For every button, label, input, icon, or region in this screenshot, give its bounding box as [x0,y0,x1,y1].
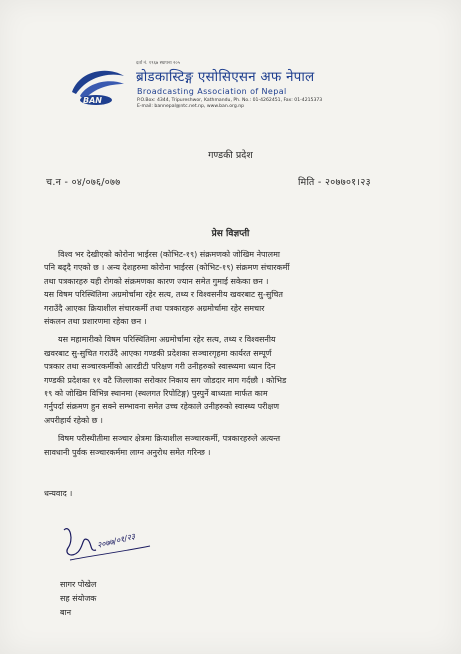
body-line: खवरबाट सु-सुचित गराउँदै आएका गण्डकी प्रदेशका सञ्चारगृहमा कार्यरत सम्पूर्ण [44,348,272,358]
organization-name-english: Broadcasting Association of Nepal [137,87,287,96]
body-line: गराउँदै आएका क्रियाशील संचारकर्मी तथा पत्रकारहरु अग्रमोर्चामा रहेर समचार [44,303,265,313]
body-line: यस विषम परिस्थितिमा अग्रमोर्चामा रहेर सत्य, तथ्य र विश्वसनीय खवरबाट सु-सुचित [44,290,283,300]
body-line: विषम परीस्थीतीमा सञ्चार क्षेत्रमा क्रियाशील सञ्चारकर्मी, पत्रकारहरुले अत्यन्त [58,434,281,444]
svg-text:२०७७/०१/२३: २०७७/०१/२३ [96,531,137,550]
contact-email-line: E-mail: bannepal@ntc.net.np, www.ban.org.np [137,103,245,109]
signatory-name: सागर पोखेल [60,580,97,589]
body-line: पनि बढ्दै गएको छ । अन्य देशहरुमा कोरोना भाईरस (कोभिट-१९) संक्रमण संचारकर्मी [44,263,290,273]
paragraph-3 [44,432,432,459]
document-body [44,248,432,464]
body-line: विश्व भर देखीएको कोरोना भाईरस (कोभिट-१९) संक्रमणको जोखिम नेपालमा [58,250,280,259]
body-line: यस महामारीको विषम परिस्थितिमा अग्रमोर्चामा रहेर सत्य, तथ्य र विश्वसनीय [58,335,276,345]
ban-logo-icon [66,62,128,108]
paragraph-1 [44,248,432,328]
registration-number: दर्ता नं. १९६७ स्थापना २०५ [136,61,181,66]
signatory-organization: बान [60,608,72,617]
contact-details [137,98,322,110]
organization-name-nepali: ब्रोडकास्टिङ्ग एसोसिएसन अफ नेपाल [136,69,315,85]
handwritten-signature [60,522,170,572]
body-line: १९ को जोखिम विभिन्न स्थानमा (स्थलगत रिपोटिङ्ग) पुस्पुर्ने बाध्यता मार्फत काम [44,389,268,399]
document-date: मिति - २०७७०१।२३ [298,177,371,188]
document-title: प्रेस विज्ञप्ती [211,229,250,239]
body-line: पत्रकार तथा सञ्चारकर्मीको आरडीटी परिक्षण गरी उनीहरुको स्वास्थ्यमा ध्यान दिन [44,362,276,372]
body-line: गर्नुपर्दा संक्रमण हुन सक्ने सम्भावना समेत उच्च रहेकाले उनीहरुको स्वास्थ्य परीक्षण [44,402,279,412]
reference-number: च.न - ०४/०७६/०७७ [46,177,121,188]
paragraph-2 [44,333,432,427]
body-line: गण्डकी प्रदेशका ११ वटै जिल्लाका सरोकार निकाय सग जोडदार माग गर्दछौ । कोभिड [44,375,287,385]
signatory-designation: सह संयोजक [60,594,97,603]
signatory-block [60,578,96,620]
body-line: सावधानी पुर्वक सञ्चारकर्ममा लाग्न अनुरोध समेत गरिन्छ । [44,447,211,457]
contact-address-line: P.O.Box: 4344, Tripureshwor, Kathmandu, Ph. No.: 01-4262451, Fax: 01-4215373 [137,98,323,103]
body-line: संकलन तथा प्रशारणमा रहेका छन । [44,317,147,327]
body-line: अपरीहार्य रहेको छ । [44,415,103,425]
svg-text:BAN: BAN [83,96,102,105]
closing-thanks: धन्यवाद । [44,489,73,498]
body-line: तथा पत्रकारहरु यही रोगको संक्रमणका कारण ज्यान समेत गुमाई सकेका छन । [44,276,269,286]
province-heading: गण्डकी प्रदेश [208,150,253,161]
